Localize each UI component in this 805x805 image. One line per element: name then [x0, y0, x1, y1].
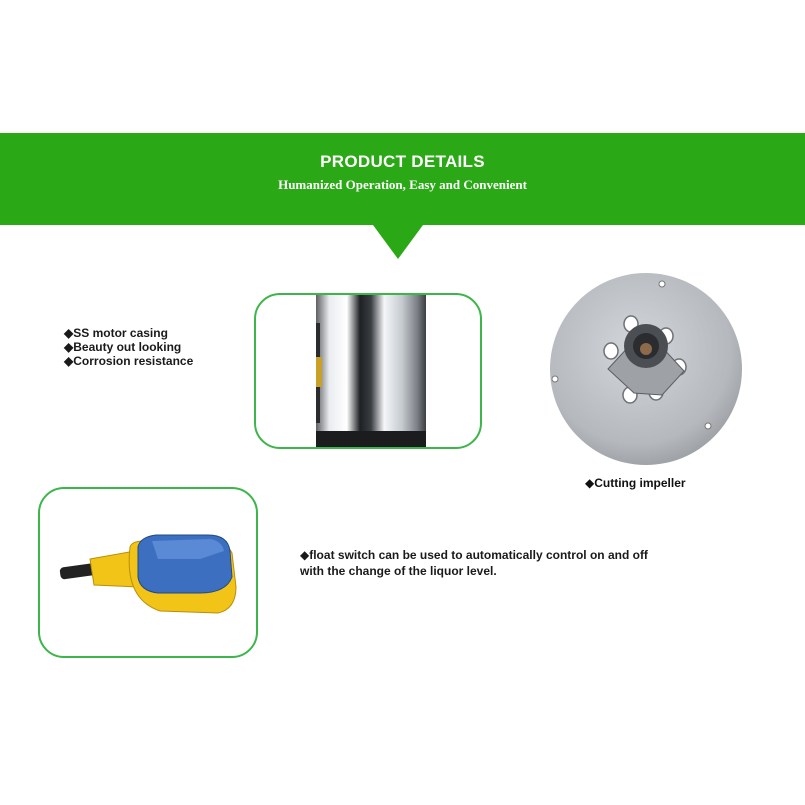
feature-item: ◆Beauty out looking — [64, 340, 182, 354]
casing-illustration — [256, 295, 480, 447]
feature-item: ◆SS motor casing — [64, 326, 168, 340]
banner-title: PRODUCT DETAILS — [320, 152, 485, 171]
float-switch-caption-line1: ◆float switch can be used to automatically control on and off — [300, 548, 648, 562]
float-switch-caption-line2: with the change of the liquor level. — [300, 564, 497, 578]
feature-list — [64, 326, 193, 368]
float-switch-image — [38, 487, 258, 658]
down-arrow-icon — [373, 225, 423, 259]
impeller-illustration — [548, 271, 744, 467]
feature-item: ◆Corrosion resistance — [64, 354, 194, 368]
impeller-caption: ◆Cutting impeller — [585, 476, 686, 490]
float-switch-illustration — [40, 489, 256, 656]
motor-casing-image — [254, 293, 482, 449]
float-switch-caption — [300, 547, 680, 579]
banner-subtitle: Humanized Operation, Easy and Convenient — [278, 177, 527, 192]
cutting-impeller-image — [548, 271, 744, 467]
